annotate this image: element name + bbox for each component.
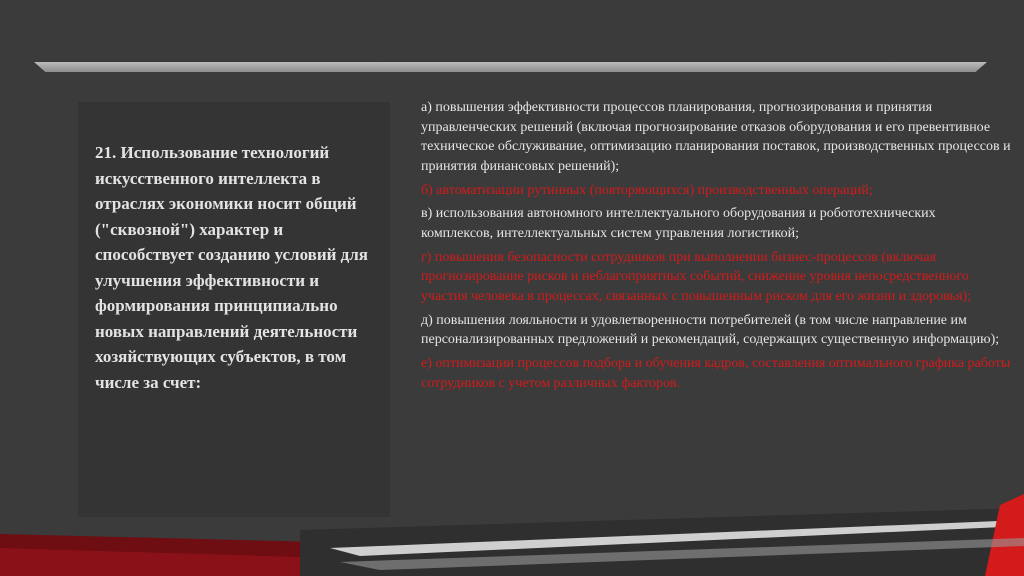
maroon-band [0,548,1024,576]
slide-heading: 21. Использование технологий искусственного интеллекта в отраслях экономики носит общий ("сквозной") характер и способствует созданию условий для улучшения эффективности и формирования принципиально новых направлений деятельности хозяйствующих субъектов, в том числе за счет: [95,143,368,392]
dark-red-band [0,534,1024,576]
items-list [421,98,1011,397]
gray-wedge [300,508,1024,576]
lower-gray-stripe [340,538,1024,570]
red-accent-corner [985,494,1024,576]
list-item-a: а) повышения эффективности процессов планирования, прогнозирования и принятия управленческих решений (включая прогнозирование отказов оборудования и его превентивное техническое обслуживание, оптимизацию планирования поставок, производственных процессов и принятия финансовых решений); [421,100,1011,174]
top-divider-bar [34,62,987,72]
list-item-g: г) повышения безопасности сотрудников при выполнении бизнес-процессов (включая прогнозирование рисков и неблагоприятных событий, снижение уровня непосредственного участия человека в процессах, связанных с повышенным риском для его жизни и здоровья); [421,249,972,304]
list-item-v: в) использования автономного интеллектуального оборудования и робототехнических комплексов, интеллектуальных систем управления логистикой; [421,206,936,241]
list-item-d: д) повышения лояльности и удовлетворенности потребителей (в том числе направление им персонализированных предложений и рекомендаций, содержащих существенную информацию); [421,312,1000,348]
light-stripe [330,520,1024,556]
list-item-e: е) оптимизации процессов подбора и обучения кадров, составления оптимального графика работы сотрудников с учетом различных факторов. [421,356,1011,391]
list-item-b: б) автоматизации рутинных (повторяющихся) производственных операций; [421,182,873,198]
